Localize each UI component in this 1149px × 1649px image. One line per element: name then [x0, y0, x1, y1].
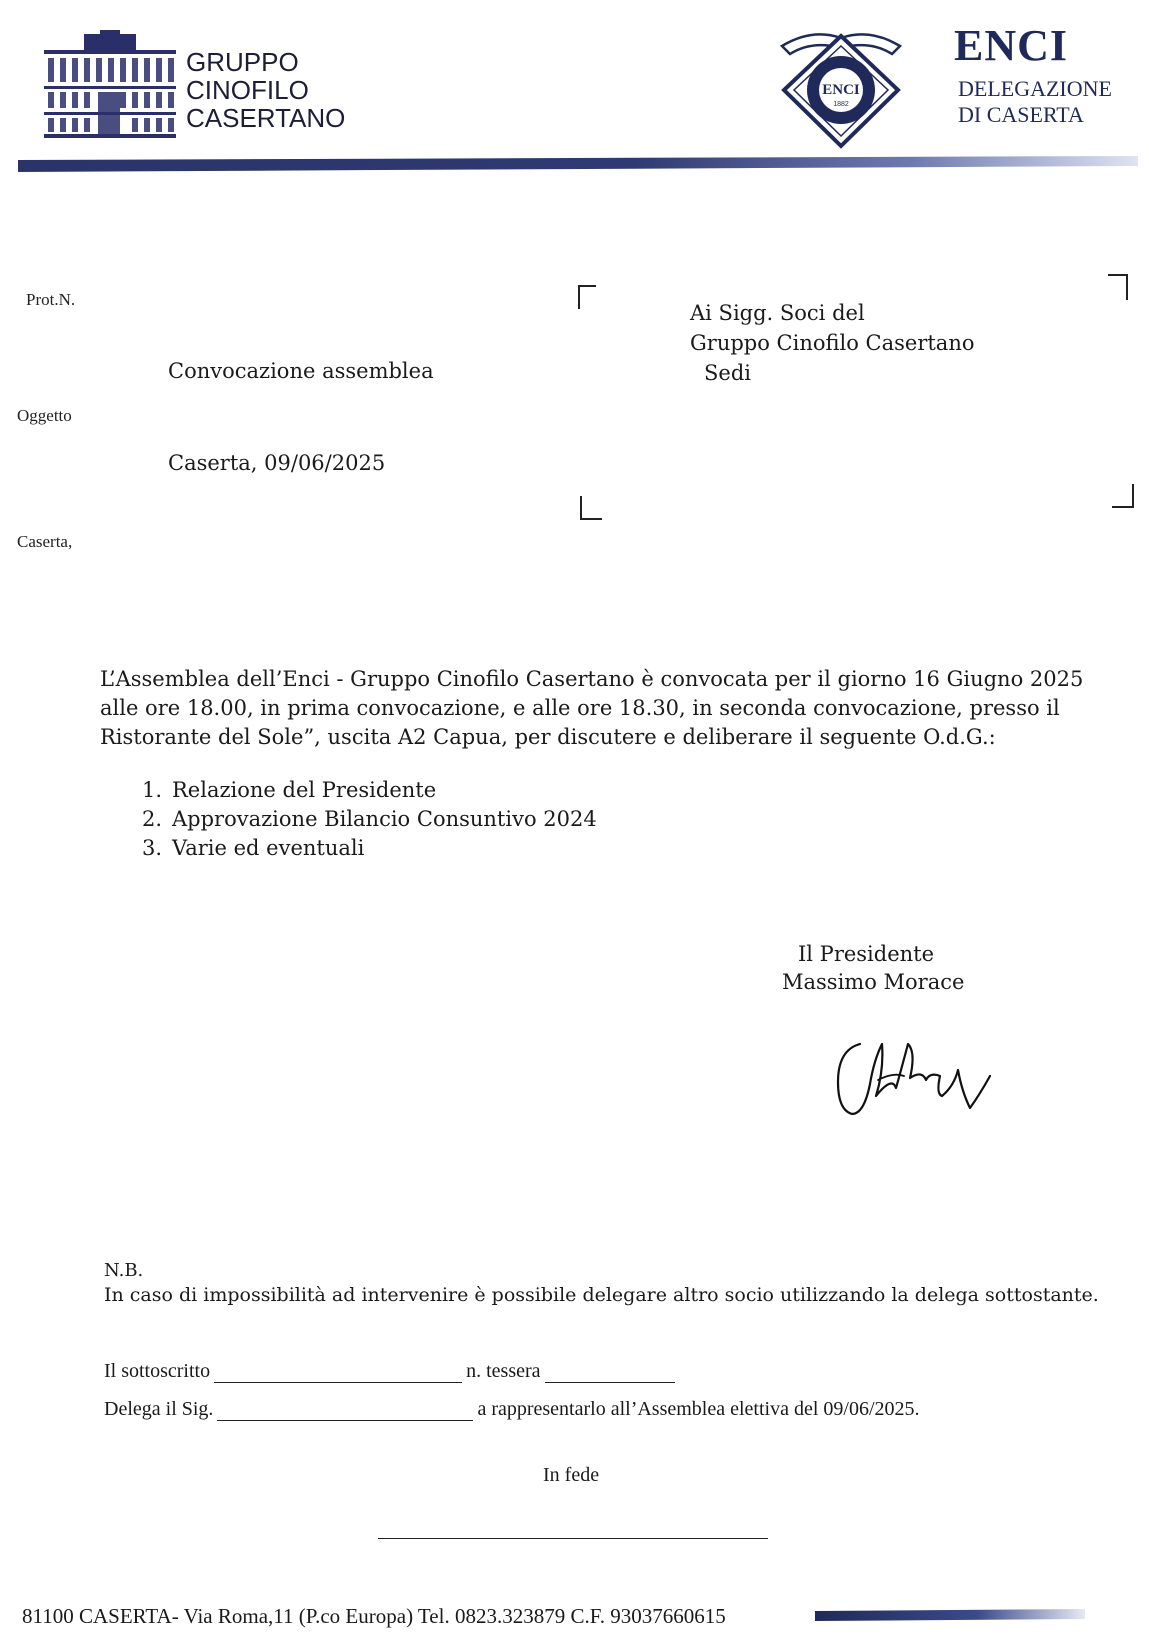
president-name: Massimo Morace	[782, 970, 965, 994]
footer-address: 81100 CASERTA- Via Roma,11 (P.co Europa) Tel. 0823.323879 C.F. 93037660615	[22, 1604, 726, 1628]
delegate-blank[interactable]	[217, 1402, 473, 1421]
agenda-item	[100, 776, 597, 805]
seal-year-text: 1882	[833, 101, 849, 108]
signature-blank-line[interactable]	[378, 1538, 768, 1539]
org-name-line: CASERTANO	[186, 103, 346, 133]
nb-heading: N.B.	[104, 1260, 144, 1281]
agenda-list	[100, 776, 597, 863]
enci-delegation-line: DELEGAZIONE	[958, 76, 1112, 101]
recipient-line: Sedi	[704, 361, 751, 385]
seal-center-text: ENCI	[822, 82, 860, 98]
prot-label: Prot.N.	[26, 290, 76, 309]
footer-divider-bar	[815, 1609, 1085, 1621]
card-number-blank[interactable]	[545, 1364, 675, 1383]
agenda-item-text: Relazione del Presidente	[172, 778, 437, 802]
undersigned-row	[104, 1360, 679, 1383]
address-corner-mark	[580, 496, 602, 520]
agenda-item-text: Varie ed eventuali	[172, 836, 365, 860]
address-corner-mark	[1112, 484, 1134, 508]
agenda-item-number: 1.	[141, 778, 162, 802]
address-corner-mark	[1108, 274, 1128, 300]
org-name	[186, 48, 345, 132]
agenda-item-number: 3.	[141, 836, 162, 860]
in-fede-text: In fede	[543, 1464, 600, 1486]
undersigned-label: Il sottoscritto	[104, 1360, 211, 1382]
agenda-item-text: Approvazione Bilancio Consuntivo 2024	[172, 807, 597, 831]
intro-line: Ristorante del Sole”, uscita A2 Capua, per discutere e deliberare il seguente O.d.G.:	[100, 725, 996, 749]
enci-seal-logo	[772, 24, 910, 152]
intro-paragraph	[100, 665, 1100, 752]
delegate-label: Delega il Sig.	[104, 1398, 214, 1420]
date-text: Caserta, 09/06/2025	[168, 451, 386, 475]
agenda-item	[100, 834, 597, 863]
org-name-line: CINOFILO	[186, 75, 309, 105]
caserta-label: Caserta,	[17, 532, 73, 551]
address-corner-mark	[578, 285, 596, 309]
president-title: Il Presidente	[798, 942, 935, 966]
org-name-line: GRUPPO	[186, 47, 299, 77]
delegate-row	[104, 1398, 920, 1421]
agenda-item	[100, 805, 597, 834]
header-divider-bar	[18, 156, 1138, 172]
undersigned-blank[interactable]	[214, 1364, 462, 1383]
nb-text: In caso di impossibilità ad intervenire è possibile delegare altro socio utilizzando la delega sottostante.	[104, 1284, 1099, 1306]
oggetto-label: Oggetto	[17, 406, 72, 425]
enci-title: ENCI	[954, 21, 1069, 70]
intro-line: alle ore 18.00, in prima convocazione, e alle ore 18.30, in seconda convocazione, presso il	[100, 696, 1060, 720]
enci-delegation-line: DI CASERTA	[958, 102, 1084, 127]
intro-line: L’Assemblea dell’Enci - Gruppo Cinofilo Casertano è convocata per il giorno 16 Giugno 2025	[100, 667, 1084, 691]
enci-delegation	[958, 76, 1112, 128]
recipient-line: Gruppo Cinofilo Casertano	[690, 331, 975, 355]
card-number-label: n. tessera	[466, 1360, 541, 1382]
delegate-suffix: a rappresentarlo all’Assemblea elettiva del 09/06/2025.	[477, 1398, 920, 1420]
recipient-block	[690, 298, 975, 388]
agenda-item-number: 2.	[141, 807, 162, 831]
palace-logo	[44, 30, 176, 138]
handwritten-signature	[830, 1030, 998, 1122]
subject-text: Convocazione assemblea	[168, 359, 434, 383]
recipient-line: Ai Sigg. Soci del	[690, 301, 865, 325]
